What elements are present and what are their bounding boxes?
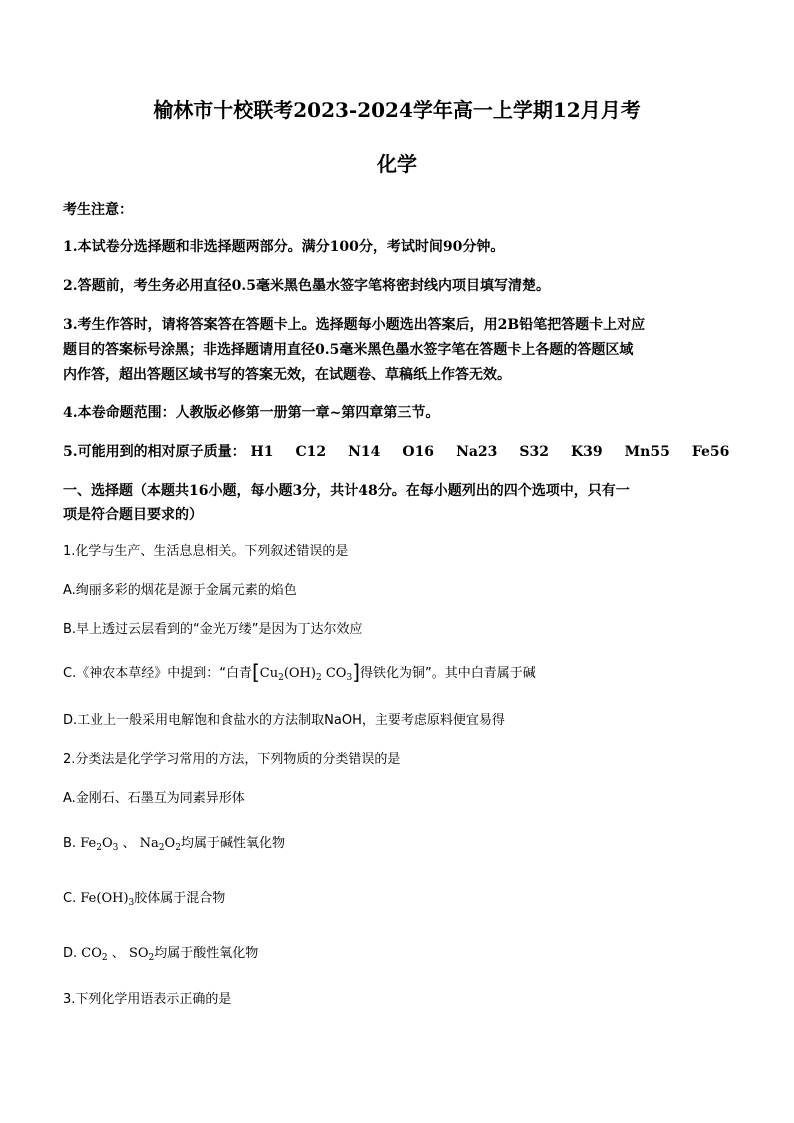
chemical-formula-fe-oh-3 [80, 891, 134, 906]
formula-fe: Fe [80, 891, 97, 906]
formula-na: Na [139, 836, 159, 851]
formula-o: O [101, 836, 113, 851]
formula-subscript: 2 [315, 673, 322, 683]
atomic-mass-fe: Fe56 [691, 444, 730, 460]
formula-subscript: 2 [101, 953, 108, 963]
notice-item-5-prefix: 5.可能用到的相对原子质量： [63, 444, 246, 460]
chemical-formula-fe2o3 [80, 836, 118, 851]
formula-oh: (OH) [96, 891, 129, 906]
notice-item-5 [63, 442, 734, 462]
formula-subscript: 3 [112, 843, 119, 853]
atomic-mass-o: O16 [402, 444, 435, 460]
notice-item-3-line-2: 题目的答案标号涂黑；非选择题请用直径0.5毫米黑色墨水签字笔在答题卡上各题的答题区域 [63, 342, 634, 358]
chemical-formula-basic-copper-carbonate [260, 666, 352, 681]
chemical-formula-na2o2 [140, 836, 181, 851]
question-2-option-b [63, 834, 734, 854]
question-3-stem: 3.下列化学用语表示正确的是 [63, 992, 232, 1007]
right-bracket: ] [352, 660, 360, 684]
question-2-option-d [63, 944, 734, 964]
question-1-option-b: B.早上透过云层看到的“金光万缕”是因为丁达尔效应 [63, 622, 363, 637]
notice-item-3-line-1: 3.考生作答时，请将答案答在答题卡上。选择题每小题选出答案后，用2B铅笔把答题卡上对应 [63, 317, 646, 333]
atomic-mass-mn: Mn55 [624, 444, 670, 460]
question-2-option-c-suffix: 胶体属于混合物 [134, 891, 226, 906]
question-2-option-b-suffix: 均属于碱性氧化物 [180, 836, 285, 851]
exam-title: 榆林市十校联考2023-2024学年高一上学期12月月考 [153, 98, 641, 122]
chemical-formula-so2 [129, 946, 154, 961]
question-1-option-c-suffix: 得铁化为铜”。其中白青属于碱 [360, 666, 536, 681]
formula-cu: Cu [259, 666, 279, 681]
exam-subject: 化学 [377, 152, 417, 176]
atomic-mass-k: K39 [571, 444, 603, 460]
formula-oh: (OH) [283, 666, 316, 681]
formula-subscript: 3 [346, 673, 353, 683]
formula-so: SO [128, 946, 149, 961]
atomic-mass-h: H1 [250, 444, 274, 460]
formula-fe: Fe [80, 836, 97, 851]
section-1-heading-line-2: 项是符合题目要求的） [63, 507, 203, 523]
formula-co: CO [325, 666, 347, 681]
atomic-mass-c: C12 [295, 444, 327, 460]
question-2-option-c [63, 889, 734, 909]
question-1-option-c [63, 660, 734, 684]
question-2-option-a: A.金刚石、石墨互为同素异形体 [63, 791, 245, 806]
formula-co: CO [81, 946, 102, 961]
left-bracket: [ [251, 660, 260, 684]
atomic-mass-s: S32 [519, 444, 550, 460]
formula-subscript: 2 [148, 953, 155, 963]
option-label: B. [63, 836, 77, 851]
notice-item-2: 2.答题前，考生务必用直径0.5毫米黑色墨水签字笔将密封线内项目填写清楚。 [63, 278, 550, 294]
separator: 、 [122, 836, 136, 851]
separator: 、 [111, 946, 125, 961]
formula-subscript: 2 [158, 843, 165, 853]
option-label: C. [63, 891, 77, 906]
formula-subscript: 3 [128, 898, 135, 908]
question-2-option-d-suffix: 均属于酸性氧化物 [154, 946, 259, 961]
question-1-option-c-prefix: C.《神农本草经》中提到：“白青 [63, 666, 252, 681]
section-1-heading-line-1: 一、选择题（本题共16小题，每小题3分，共计48分。在每小题列出的四个选项中，只有一 [63, 483, 630, 499]
notice-item-4: 4.本卷命题范围：人教版必修第一册第一章~第四章第三节。 [63, 405, 440, 421]
question-1-option-d: D.工业上一般采用电解饱和食盐水的方法制取NaOH，主要考虑原料便宜易得 [63, 713, 505, 728]
atomic-mass-na: Na23 [456, 444, 498, 460]
atomic-mass-list [246, 444, 752, 460]
formula-subscript: 2 [175, 843, 181, 853]
question-2-stem: 2.分类法是化学学习常用的方法，下列物质的分类错误的是 [63, 752, 401, 767]
formula-subscript: 2 [278, 673, 284, 683]
formula-o: O [164, 836, 176, 851]
option-label: D. [63, 946, 78, 961]
notice-item-1: 1.本试卷分选择题和非选择题两部分。满分100分，考试时间90分钟。 [63, 239, 505, 255]
question-1-option-a: A.绚丽多彩的烟花是源于金属元素的焰色 [63, 583, 297, 598]
notice-item-3-line-3: 内作答，超出答题区域书写的答案无效，在试题卷、草稿纸上作答无效。 [63, 367, 511, 383]
atomic-mass-n: N14 [348, 444, 381, 460]
question-1-stem: 1.化学与生产、生活息息相关。下列叙述错误的是 [63, 544, 349, 559]
formula-subscript: 2 [96, 843, 102, 853]
notice-heading: 考生注意： [63, 202, 133, 218]
chemical-formula-co2 [81, 946, 107, 961]
